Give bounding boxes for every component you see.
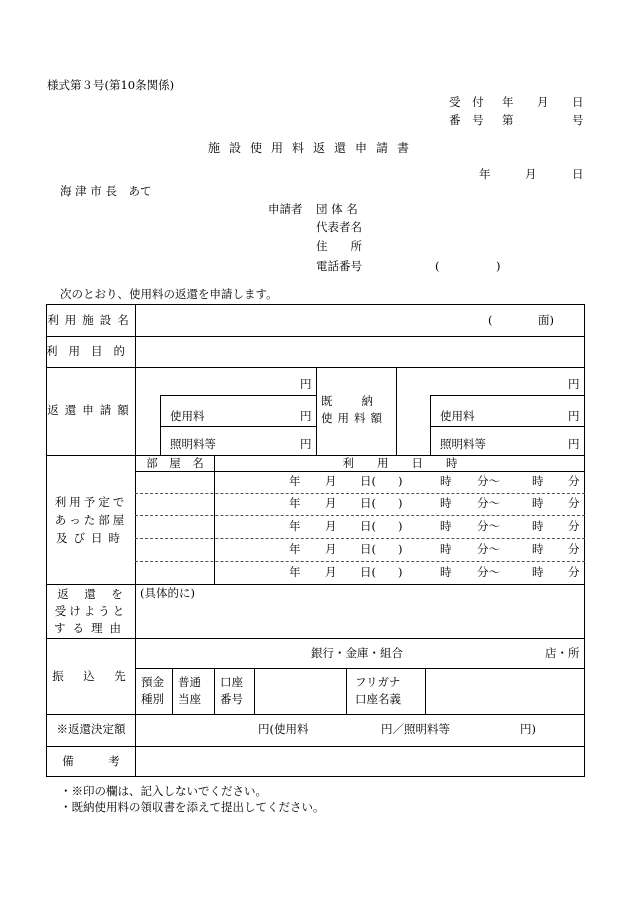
remarks-label: 備 考 (62, 754, 120, 768)
reason-label-2: 受けようと (54, 604, 128, 618)
number-dai: 第 (502, 113, 514, 127)
date-month: 月 (525, 167, 537, 181)
deposit-kind-current[interactable]: 当座 (178, 692, 201, 706)
paid-label-line1: 既 納 (321, 394, 375, 408)
representative-label: 代表者名 (316, 220, 362, 234)
facility-input[interactable] (137, 306, 583, 335)
note-1: ・※印の欄は、記入しないでください。 (60, 784, 267, 798)
schedule-label-1: 利用予定で (54, 495, 128, 509)
paid-usage-label: 使用料 (440, 409, 475, 423)
reception-month: 月 (537, 95, 549, 109)
refund-usage-label: 使用料 (170, 409, 205, 423)
applicant-label: 申請者 (268, 202, 303, 216)
deposit-kind-ordinary[interactable]: 普通 (178, 675, 201, 689)
note-2: ・既納使用料の領収書を添えて提出してください。 (60, 800, 325, 814)
refund-usage-yen: 円 (300, 409, 312, 423)
intro-text: 次のとおり、使用料の返還を申請します。 (60, 287, 278, 301)
purpose-input[interactable] (137, 338, 583, 366)
schedule-label-2: あった部屋 (54, 513, 128, 527)
document-title: 施設使用料返還申請書 (207, 141, 419, 155)
account-no-2: 番号 (220, 692, 243, 706)
facility-men: 面) (538, 313, 554, 327)
address-label: 住 所 (316, 239, 362, 253)
number-label: 番 号 (449, 113, 488, 127)
paid-total-yen: 円 (568, 377, 580, 391)
phone-paren-close: ) (496, 259, 501, 273)
deposit-type-1: 預金 (141, 675, 164, 689)
account-number-input[interactable] (256, 670, 344, 713)
reason-label-1: 返 還 を (57, 587, 125, 601)
holder-furigana: フリガナ (355, 675, 401, 689)
refund-total-yen: 円 (300, 377, 312, 391)
refund-lighting-label: 照明料等 (170, 437, 216, 451)
paid-label-line2: 使用料額 (321, 411, 387, 425)
reason-hint: (具体的に) (140, 586, 195, 600)
number-gou: 号 (572, 113, 584, 127)
paid-usage-yen: 円 (568, 409, 580, 423)
paid-lighting-yen: 円 (568, 437, 580, 451)
bank-text: 銀行・金庫・組合 (311, 646, 403, 660)
holder-name: 口座名義 (355, 692, 401, 706)
branch-text: 店・所 (545, 646, 580, 660)
room-header: 部 屋 名 (146, 456, 204, 470)
decided-text-1: 円(使用料 (258, 722, 309, 736)
decided-text-3: 円) (520, 722, 536, 736)
paid-lighting-label: 照明料等 (440, 437, 486, 451)
group-name-label: 団 体 名 (316, 202, 358, 216)
refund-lighting-yen: 円 (300, 437, 312, 451)
facility-label: 利用施設名 (47, 313, 135, 327)
date-year: 年 (479, 167, 491, 181)
addressee: 海 津 市 長 あて (60, 184, 152, 198)
decided-label: ※返還決定額 (56, 722, 126, 736)
reception-year: 年 (502, 95, 514, 109)
decided-text-2: 円／照明料等 (381, 722, 450, 736)
reason-label-3: する理由 (54, 621, 128, 635)
remarks-input[interactable] (137, 748, 583, 775)
schedule-label-3: 及び日時 (56, 531, 126, 545)
account-no-1: 口座 (220, 675, 243, 689)
reception-day: 日 (572, 95, 584, 109)
facility-paren: ( (488, 313, 493, 327)
date-day: 日 (572, 167, 584, 181)
deposit-type-2: 種別 (141, 692, 164, 706)
refund-label: 返還申請額 (47, 403, 135, 417)
phone-label: 電話番号 (316, 259, 362, 273)
reception-label: 受 付 (449, 95, 488, 109)
reason-input[interactable] (137, 602, 583, 637)
datetime-header: 利 用 日 時 (342, 456, 458, 470)
phone-paren-open: ( (435, 259, 440, 273)
form-number: 様式第３号(第10条関係) (47, 78, 175, 92)
transfer-label: 振 込 先 (52, 669, 130, 683)
account-holder-input[interactable] (427, 670, 583, 713)
purpose-label: 利用目的 (46, 344, 136, 358)
